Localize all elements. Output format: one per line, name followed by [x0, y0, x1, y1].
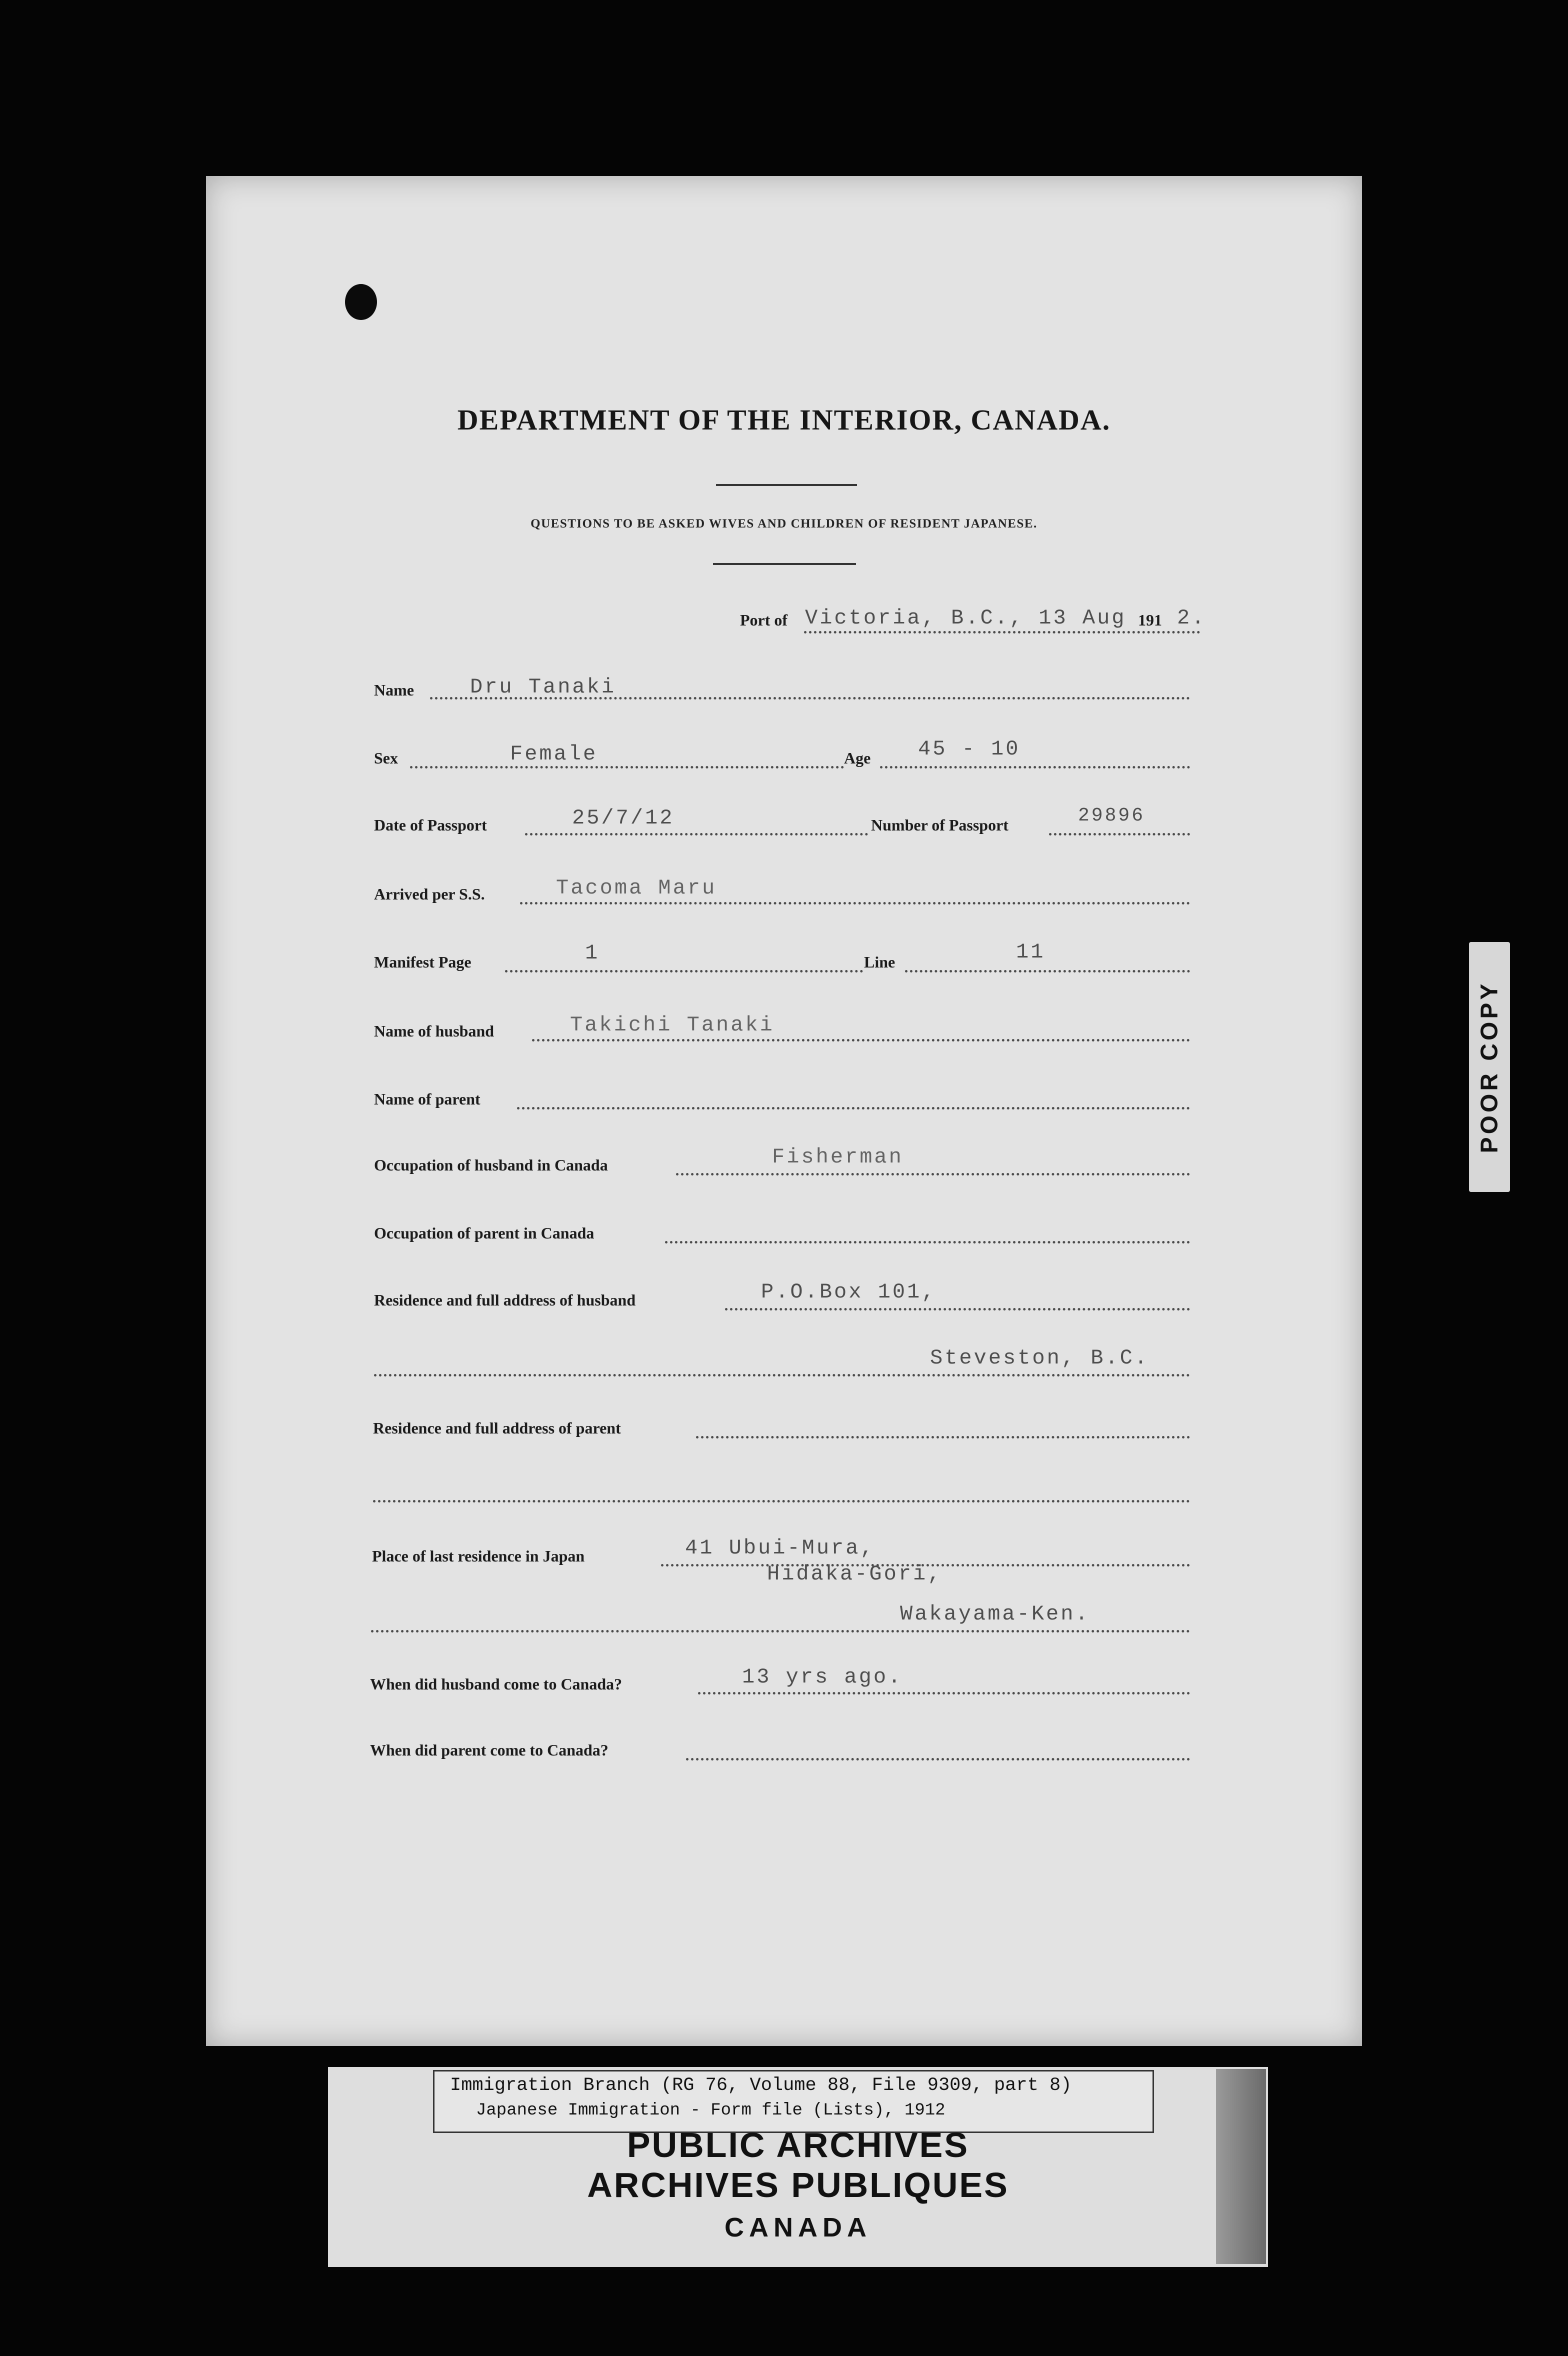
arrived-per-dotted-line — [520, 902, 1190, 904]
parent-came-label: When did parent come to Canada? — [370, 1741, 608, 1759]
residence-parent-dotted-line — [696, 1436, 1190, 1438]
arrived-per-label: Arrived per S.S. — [374, 885, 485, 903]
date-of-passport-label: Date of Passport — [374, 816, 487, 834]
last-residence-line1: 41 Ubui-Mura, — [685, 1536, 875, 1560]
port-year-printed: 191 — [1138, 611, 1162, 629]
residence-husband-line1: P.O.Box 101, — [761, 1280, 936, 1304]
name-of-husband-value: Takichi Tanaki — [570, 1013, 774, 1037]
parent-came-dotted-line — [686, 1758, 1190, 1760]
last-residence-line3: Wakayama-Ken. — [900, 1602, 1090, 1626]
port-year-typed: 2. — [1177, 606, 1206, 630]
line-value: 11 — [1016, 940, 1046, 964]
sex-label: Sex — [374, 749, 398, 767]
last-residence-label: Place of last residence in Japan — [372, 1547, 585, 1565]
name-value: Dru Tanaki — [470, 675, 616, 699]
line-label: Line — [864, 953, 896, 971]
residence-husband-line2: Steveston, B.C. — [930, 1346, 1150, 1370]
form-title: DEPARTMENT OF THE INTERIOR, CANADA. — [457, 404, 1111, 436]
port-label: Port of — [740, 611, 788, 629]
punch-hole — [345, 284, 377, 320]
name-of-parent-label: Name of parent — [374, 1090, 480, 1108]
archive-reference-line1: Immigration Branch (RG 76, Volume 88, File 9309, part 8) — [450, 2075, 1072, 2096]
husband-came-value: 13 yrs ago. — [742, 1665, 903, 1689]
occupation-husband-label: Occupation of husband in Canada — [374, 1156, 608, 1174]
husband-came-dotted-line — [698, 1692, 1190, 1694]
manifest-page-value: 1 — [585, 941, 600, 965]
residence-husband-dotted-line-2 — [374, 1374, 1190, 1376]
name-of-husband-label: Name of husband — [374, 1022, 494, 1040]
date-of-passport-value: 25/7/12 — [572, 806, 674, 830]
form-subtitle: QUESTIONS TO BE ASKED WIVES AND CHILDREN OF RESIDENT JAPANESE. — [530, 517, 1038, 530]
title-divider — [716, 484, 857, 486]
canada-heading: CANADA — [724, 2212, 872, 2242]
age-value: 45 - 10 — [918, 737, 1020, 761]
number-of-passport-value: 29896 — [1078, 805, 1146, 826]
sex-dotted-line — [410, 766, 844, 768]
occupation-husband-value: Fisherman — [772, 1145, 904, 1169]
name-label: Name — [374, 681, 414, 699]
occupation-parent-dotted-line — [665, 1241, 1190, 1244]
line-dotted-line — [905, 970, 1190, 972]
occupation-parent-label: Occupation of parent in Canada — [374, 1224, 594, 1242]
subtitle-divider — [713, 563, 856, 565]
husband-came-label: When did husband come to Canada? — [370, 1675, 622, 1693]
name-of-husband-dotted-line — [532, 1039, 1190, 1042]
age-dotted-line — [880, 766, 1190, 768]
residence-parent-label: Residence and full address of parent — [373, 1419, 621, 1437]
archive-reference-line2: Japanese Immigration - Form file (Lists), 1912 — [476, 2101, 946, 2120]
manifest-page-dotted-line — [505, 970, 863, 972]
public-archives-heading: PUBLIC ARCHIVES — [626, 2126, 970, 2164]
archives-publiques-heading: ARCHIVES PUBLIQUES — [587, 2166, 1009, 2204]
poor-copy-text: POOR COPY — [1476, 980, 1503, 1154]
number-of-passport-label: Number of Passport — [871, 816, 1008, 834]
date-of-passport-dotted-line — [525, 833, 868, 836]
last-residence-dotted-line-2 — [371, 1630, 1190, 1632]
port-value: Victoria, B.C., 13 Aug — [805, 606, 1126, 630]
sex-value: Female — [510, 742, 598, 766]
residence-husband-label: Residence and full address of husband — [374, 1291, 636, 1309]
document-sheet — [206, 176, 1362, 2046]
port-dotted-line — [804, 631, 1200, 634]
number-of-passport-dotted-line — [1049, 833, 1190, 836]
age-label: Age — [844, 749, 871, 767]
residence-husband-dotted-line — [725, 1308, 1190, 1310]
arrived-per-value: Tacoma Maru — [556, 876, 717, 900]
manifest-page-label: Manifest Page — [374, 953, 472, 971]
last-residence-line2: Hidaka-Gori, — [767, 1562, 942, 1586]
residence-parent-dotted-line-2 — [373, 1500, 1190, 1502]
name-of-parent-dotted-line — [517, 1107, 1190, 1110]
occupation-husband-dotted-line — [676, 1173, 1190, 1176]
